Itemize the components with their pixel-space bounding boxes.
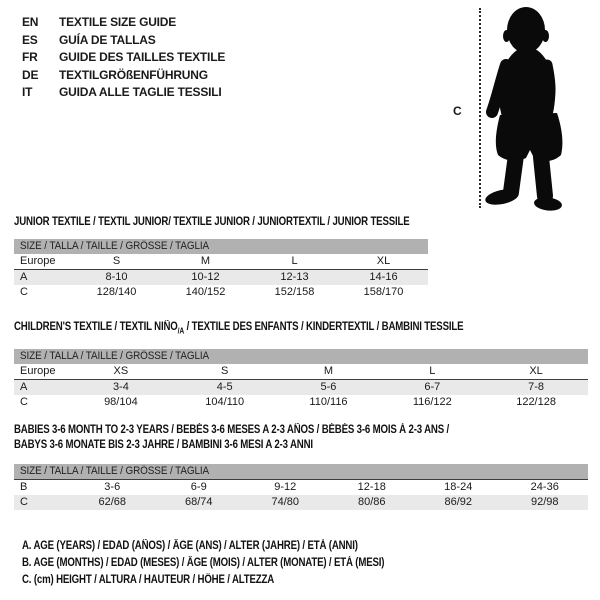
value-cell: 5-6 [320, 381, 337, 393]
value-cell: 3-4 [112, 381, 129, 393]
babies-title-text: BABYS 3-6 MONATE BIS 2-3 JAHRE / BAMBINI 3-6 MESI A 2-3 ANNI [14, 439, 313, 451]
junior-table-title-text: JUNIOR TEXTILE / TEXTIL JUNIOR/ TEXTILE JUNIOR / JUNIORTEXTIL / JUNIOR TESSILE [14, 216, 410, 228]
babies-table-title-line1 [14, 424, 532, 436]
size-header-text: SIZE / TALLA / TAILLE / GRÖSSE / TAGLIA [20, 465, 210, 477]
children-size-table [14, 349, 588, 410]
lang-row-es [22, 32, 225, 50]
value-cell: 10-12 [191, 271, 220, 283]
lang-label: GUIDE DES TAILLES TEXTILE [59, 50, 226, 64]
value-cell: 128/140 [96, 286, 137, 298]
title-part: / TEXTILE DES ENFANTS / KINDERTEXTIL / BAMBINI TESSILE [184, 321, 464, 333]
children-table-title [14, 321, 549, 335]
value-cell: 92/98 [530, 496, 559, 508]
value-cell: 158/170 [363, 286, 404, 298]
baby-silhouette-icon [478, 0, 600, 215]
children-table-title-text [14, 321, 463, 335]
lang-code: ES [22, 32, 38, 47]
babies-table-title-line2 [14, 439, 370, 451]
value-cell: 116/122 [412, 396, 452, 408]
value-cell: 8-10 [105, 271, 128, 283]
value-cell: 86/92 [444, 496, 473, 508]
size-cell: S [112, 255, 121, 267]
value-cell: 6-7 [424, 381, 441, 393]
row-label: Europe [20, 255, 56, 267]
lang-row-en [22, 14, 225, 32]
value-cell: 68/74 [184, 496, 213, 508]
footnote-b [22, 553, 453, 570]
title-part: CHILDREN'S TEXTILE / TEXTIL NIÑO [14, 321, 178, 333]
footnote-text: B. AGE (MONTHS) / EDAD (MESES) / ÂGE (MOIS) / ALTER (MONATE) / ETÀ (MESI) [22, 557, 385, 569]
footnote-text: A. AGE (YEARS) / EDAD (AÑOS) / ÂGE (ANS) / ALTER (JAHRE) / ETÀ (ANNI) [22, 540, 358, 552]
table-row-age-months [14, 480, 588, 495]
table-row-europe [14, 364, 588, 379]
row-label: C [20, 286, 28, 298]
value-cell: 12-13 [280, 271, 309, 283]
value-cell: 3-6 [104, 481, 121, 493]
height-measure-label: C [453, 104, 462, 118]
size-cell: L [291, 255, 298, 267]
table-row-europe [14, 254, 428, 269]
value-cell: 98/104 [104, 396, 138, 408]
size-header-bar [14, 349, 588, 364]
row-label: C [20, 496, 28, 508]
size-header-text: SIZE / TALLA / TAILLE / GRÖSSE / TAGLIA [20, 350, 210, 362]
size-cell: L [429, 365, 436, 377]
value-cell: 140/152 [185, 286, 226, 298]
size-cell: XS [113, 365, 129, 377]
value-cell: 24-36 [530, 481, 559, 493]
value-cell: 110/116 [309, 396, 348, 408]
value-cell: 74/80 [271, 496, 300, 508]
footnote-text: C. (cm) HEIGHT / ALTURA / HAUTEUR / HÖHE / ALTEZZA [22, 574, 275, 586]
value-cell: 4-5 [216, 381, 233, 393]
row-label: B [20, 481, 28, 493]
babies-size-table [14, 464, 588, 510]
lang-code: EN [22, 15, 39, 29]
lang-code: IT [22, 85, 33, 99]
row-label: C [20, 396, 28, 408]
footnotes [22, 536, 453, 587]
size-cell: XL [529, 365, 543, 377]
table-row-age [14, 380, 588, 395]
junior-table-title [14, 216, 485, 228]
value-cell: 122/128 [516, 396, 556, 408]
lang-row-de [22, 67, 225, 85]
value-cell: 6-9 [190, 481, 207, 493]
row-label: A [20, 381, 28, 393]
lang-label: GUÍA DE TALLAS [59, 32, 156, 47]
value-cell: 104/110 [205, 396, 245, 408]
row-label: Europe [20, 365, 56, 377]
value-cell: 9-12 [274, 481, 297, 493]
value-cell: 12-18 [357, 481, 386, 493]
table-row-height [14, 285, 428, 300]
value-cell: 7-8 [528, 381, 545, 393]
value-cell: 62/68 [98, 496, 127, 508]
size-header-text: SIZE / TALLA / TAILLE / GRÖSSE / TAGLIA [20, 240, 210, 252]
value-cell: 14-16 [369, 271, 398, 283]
lang-row-fr [22, 49, 225, 67]
size-cell: M [323, 365, 334, 377]
size-header-bar [14, 239, 428, 254]
lang-row-it [22, 84, 225, 102]
junior-size-table [14, 239, 428, 300]
size-cell: M [200, 255, 211, 267]
size-cell: S [221, 365, 229, 377]
row-label: A [20, 271, 28, 283]
language-title-list [22, 14, 225, 102]
table-row-height [14, 495, 588, 510]
footnote-c [22, 570, 453, 587]
lang-code: FR [22, 50, 38, 64]
lang-code: DE [22, 67, 39, 82]
lang-label: TEXTILE SIZE GUIDE [59, 15, 177, 29]
value-cell: 152/158 [274, 286, 315, 298]
value-cell: 18-24 [444, 481, 473, 493]
lang-label: TEXTILGRÖßENFÜHRUNG [59, 67, 208, 82]
footnote-a [22, 536, 453, 553]
table-row-age [14, 270, 428, 285]
babies-title-text: BABIES 3-6 MONTH TO 2-3 YEARS / BEBÉS 3-6 MESES A 2-3 AÑOS / BÉBÉS 3-6 MOIS À 2-3 ANS / [14, 424, 450, 436]
title-subscript: /A [177, 326, 185, 336]
table-row-height [14, 395, 588, 410]
value-cell: 80/86 [357, 496, 386, 508]
lang-label: GUIDA ALLE TAGLIE TESSILI [59, 85, 222, 99]
size-cell: XL [376, 255, 391, 267]
size-header-bar [14, 464, 588, 479]
